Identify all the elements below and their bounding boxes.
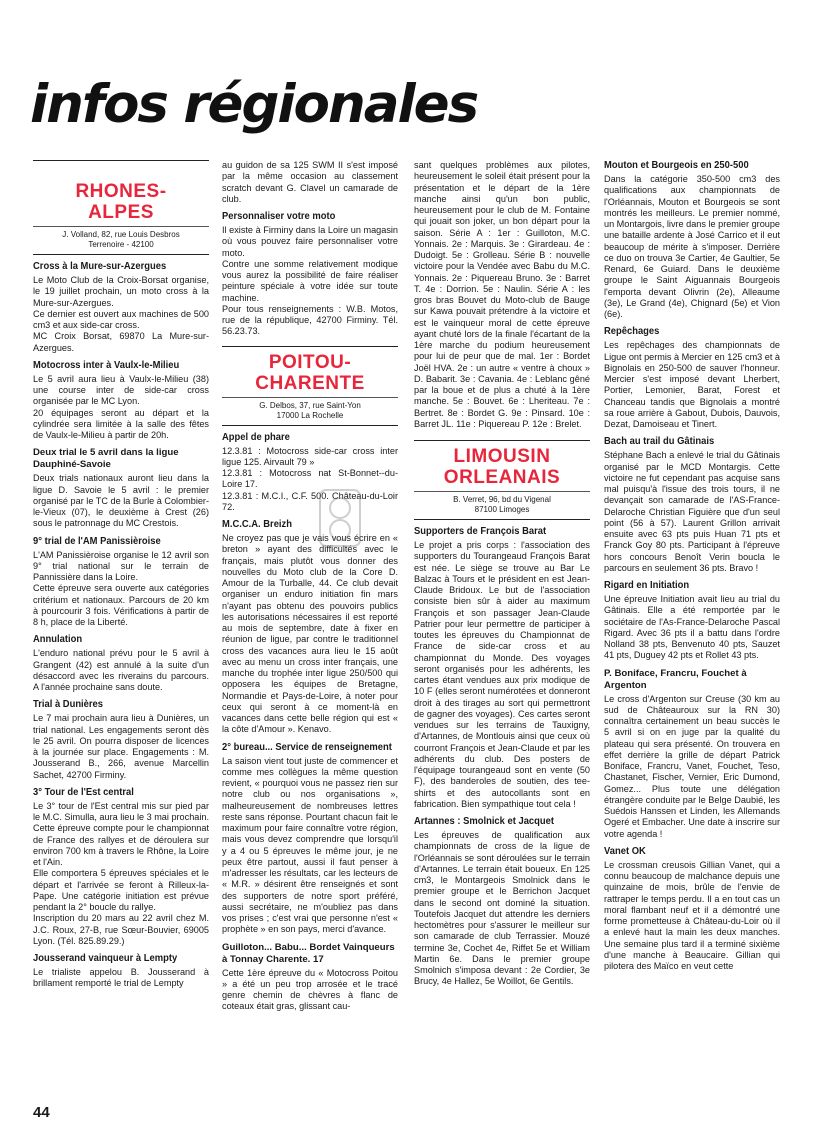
article-title: Jousserand vainqueur à Lempty [33,953,178,964]
article-title: 3° Tour de l'Est central [33,786,134,798]
article-text: Le projet a pris corps : l'association des supporters du Tourangeaud François Barat est née. Le siège se trouve au Bar Le Balzac à Tours et le président en est Jean-Claude Bridoux. Le but de l'association consiste bien sûr à aider au maximum François et son passager Jean-Claude Patrier pour leur permettre de participer à toutes les épreuves du Championnat de France de side-car cross et au championnat du Monde. Des voyages seront organisés pour les adhérents, les cartes étant vendues aux prix modique de 10 F (elles seront numérotées et donneront droit à des tirages au sort qui permettront de gagner des voyages). Ces cartes seront vendues sur les terrains de Tauxigny, d'Artannes, de Montlouis ainsi que ceux où courront François et Jean-Claude et par les adhérents du club. Des posters de l'équipage tourangeaud sont en vente (50 F), des banderoles de soutien, des tee-shirts et des autocollants sont en fabrication. Bien sympathique tout cela ! [414,540,590,809]
article-title: Guilloton... Babu... Bordet Vainqueurs à Tonnay Charente. 17 [222,941,395,965]
article-text: Il existe à Firminy dans la Loire un magasin où vous pouvez faire personnaliser votre moto. [222,225,398,258]
region-name: LIMOUSIN [453,446,551,467]
column-2 [222,160,398,1082]
correspondent-address: B. Verret, 96, bd du Vigenal 87100 Limoges [414,491,590,515]
article-text: Une épreuve Initiation avait lieu au trial du Gâtinais. Elle a été remportée par le sociétaire de l'As-France-Delaroche Pascal Rigard. Avec 36 pts il a battu dans l'ordre Nolland 38 pts, Benvenuto 40 pts, Sauzet 41 pts, Duguey 42 pts et Rollet 43 pts. [604,594,780,661]
article-title: Motocross inter à Vaulx-le-Milieu [33,359,180,371]
article-title: 9° trial de l'AM Panissièroise [33,535,161,547]
article-text: Les repêchages des championnats de Ligue ont permis à Mercier en 125 cm3 et à Bignolais en 250-500 de sauver l'honneur. Mercier s'est imposé devant Lherbert, Portier, Lemonier, Barat, Forest et Chanceau tandis que Bignolais a montré sa roue arrière à Gabout, Dubois, Dauvois, Dezat, Damoiseau et Tinert. [604,340,780,429]
article-text: Pour tous renseignements : W.B. Motos, rue de la république, 42700 Firminy. Tél. 56.23.73. [222,303,398,337]
article-text: MC Croix Borsat, 69870 La Mure-sur-Azergues. [33,331,209,353]
article-text: 12.3.81 : Motocross nat St-Bonnet--du-Loire 17. [222,468,398,490]
article-text: Cette épreuve sera ouverte aux catégories critérium et nationaux. Parcours de 20 km à pourcourir 3 fois. Vérifications à partir de 8 h, place de la Liberté. [33,583,209,627]
article-text: au guidon de sa 125 SWM II s'est imposé par la même occasion au classement scratch devant G. Clavel un camarade de club. [222,160,398,204]
column-4 [604,160,780,1082]
article-text: Elle comportera 5 épreuves spéciales et le départ et l'arrivée se feront à Rilleux-la-Pape. Une catégorie initiation est prévue pendant la 2° boucle du rallye. [33,868,209,912]
article-text: 12.3.81 : M.C.I., C.F. 500. Château-du-Loir 72. [222,490,398,512]
region-name: ALPES [88,202,154,223]
region-header-rhones-alpes [33,165,209,255]
article-title: Vanet OK [604,845,646,857]
column-1 [33,160,209,1082]
article-text: Deux trials nationaux auront lieu dans la ligue D. Savoie le 5 avril : le premier organisé par le TC de la Burle à Colombier-le-Vieux (07), le deuxième à Crest (26) sous le patronnage du MC Crestois. [33,473,209,529]
article-title: Cross à la Mure-sur-Azergues [33,261,167,272]
region-name: CHARENTE [255,372,365,394]
article-text: 12.3.81 : Motocross side-car cross inter ligue 125. Airvault 79 » [222,445,398,467]
region-name: POITOU- [268,351,352,373]
page-title: infos régionales [30,74,478,135]
article-text: L'enduro national prévu pour le 5 avril à Grangent (42) est annulé à la suite d'un désaccord avec les riverains du parcours. A l'année prochaine sans doute. [33,648,209,692]
article-text: Le crossman creusois Gillian Vanet, qui a connu beaucoup de malchance depuis une quinzaine de mois, brûle de l'envie de rattraper le temps perdu. Il a en tout cas un moral flambant neuf et il a démontré une forme prometteuse à Château-du-Loir où il a enlevé haut la main les deux manches. Une semaine plus tard il a terminé sixième d'une manche à Beaucaire. Gillian qui pilotera des Maïco en veut cette [604,859,780,971]
article-title: Mouton et Bourgeois en 250-500 [604,160,749,171]
article-text: Stéphane Bach a enlevé le trial du Gâtinais organisé par le MCD Montargis. Cette victoire ne fut cependant pas acquise sans mal puisqu'à l'issue des trois tours, il ne devançait son camarade de l'AS-France-Delaroche Christian Figuière que d'un seul point (56 à 57). Laurent Grillon arrivait ensuite avec 63 pts puis Huan 71 pts et Franck Goy 80 pts. Participant à l'épreuve hors concours Benoît Verin boucla le parcours en seulement 36 pts. Bravo ! [604,450,780,573]
article-text: Ce dernier est ouvert aux machines de 500 cm3 et aux side-car cross. [33,308,209,330]
article-text: Le trialiste appelou B. Jousserand à brillament remporté le trial de Lempty [33,967,209,989]
region-header-poitou-charente [222,346,398,426]
article-title: Personnaliser votre moto [222,211,336,222]
article-title: Appel de phare [222,431,290,443]
article-text: Cette 1ère épreuve du « Motocross Poitou » a été un peu trop arrosée et le tracé genre chemin de chèvres à flanc de coteaux était gras, glissant cau- [222,967,398,1012]
article-text: sant quelques problèmes aux pilotes, heureusement le soleil était présent pour la présentation et le départ de la 1ère manche ainsi qu'un bon public, heureusement pour le club de M. Fontaine qui jouait son joker, un bon départ pour la saison. Série A : 1er : Guilloton, M.C. Yonnais. 2e : Marquis. 3e : Girardeau. 4e : Dudoigt. 5e : Grolleau. Série B : nouvelle victoire pour la Vendée avec Babu du M.C. Yonnais. 2e : Piquereau Bruno. 3e : Barret T. 4e : Dorrion. 5e : Naulin. Série A : les gros bras Bouvet du Moto-club de Bauge sur Kawa pouvait prétendre à la victoire et est le vainqueur moral de cette épreuve ayant chuté lors de la finale l'écartant de la 1ère marche du podium heureusement pour lui de peur que de mal. 1er : Bordet Joël HVA. 2e : un autre « ventre à choux » D. Babarit. 3e : Cavania. 4e : Leblanc gêné par la boue et de plus a chuté à la 1ère manche. 5e : Bouvet. 6e : Lheriteau. 7e : Bertret. 8e : Bordet G. 9e : Pinsard. 10e : Barret JL. 11e : Piquereau P. 12e : Brelet. [414,160,590,429]
article-title: Supporters de François Barat [414,526,547,537]
correspondent-address: G. Delbos, 37, rue Saint-Yon 17000 La Rochelle [222,397,398,421]
article-title: P. Boniface, Francru, Fouchet à Argenton [604,667,747,691]
article-text: Le cross d'Argenton sur Creuse (30 km au sud de Châteauroux sur la RN 30) connaîtra certainement un beau succès le 5 avril si on en juge par la qualité du plateau qui sera présenté. On trouvera en effet derrière la grille de départ Patrick Boniface, Francru, Vanet, Fouchet, Teso, Chastanet, Fischer, Vernier, Eric Dumond, Gomez... Plus toute une délégation étrangère conduite par le Belge Daubié, les Suédois Hanssen et Linden, les Allemands Ogeré et Embacher. Une date à inscrire sur votre agenda ! [604,693,780,839]
article-title: Annulation [33,634,83,646]
article-title: Repêchages [604,326,660,338]
article-text: Les épreuves de qualification aux championnats de cross de la ligue de l'Orléannais se sont déroulées sur le terrain d'Artannes. Le terrain était boueux. En 125 cm3, le Montargeois Smolnick dans le premier groupe et le Berrichon Jacquet dans le second ont dominé la situation. Toutefois Jacquet dut attendre les derniers hectomètres pour s'assurer le meilleur sur son camarade de club Terrassier. Mouzé termine 3e, Cochet 4e, Riffet 5e et William Martin 6e. Dans le premier groupe Smolnich s'imposa devant : 2e Cordier, 3e Brucy, 4e Hallez, 5e Woillot, 6e Gentils. [414,830,590,987]
article-text: Ne croyez pas que je vais vous écrire en « breton » ayant des difficultés avec le français, mais plutôt vous donner des nouvelles du Moto club de la Core D. Amour de la Turballe, 44. Ce club devait organiser un enduro initiation fin mars n'ayant pas obtenu des pouvoirs publics les autorisations nécessaires il est reporté au mois de septembre, date à fixer en réunion de ligue, par contre le traditionnel cross des vacances aura lieu le 15 août avec au menu un cross inter français, une manche du trophée inter ligue 250/500 qui opposera les équipes de Bretagne, Normandie et Pays-de-Loire, à noter pour ceux qui seront à ce moment-là en vacances dans cette belle région qui est « la côte d'Amour ». Kenavo. [222,533,398,735]
article-title: Artannes : Smolnick et Jacquet [414,816,555,827]
article-title: Bach au trail du Gâtinais [604,436,715,448]
article-title: 2° bureau... Service de renseignement [222,741,392,753]
article-title: Deux trial le 5 avril dans la ligue Dauphiné-Savoie [33,447,179,471]
article-text: L'AM Panissièroise organise le 12 avril son 9° trial national sur le terrain de Pannissière dans la Loire. [33,549,209,582]
column-3 [414,160,590,1082]
article-title: Trial à Dunières [33,699,104,711]
article-text: La saison vient tout juste de commencer et comme mes collègues la même question revient, « pourquoi vous ne passez rien sur notre club ou nos organisations », malheureusement de nombreuses lettres reste sans réponse. Pourtant chacun fait le maximum pour faire connaître votre région, mais vous devez comprendre que lorsqu'il y a 4 ou 5 épreuves le même jour, je ne peux être partout, aussi il faut penser à m'adresser les résultats, car les lecteurs de « M.R. » désirent être renseignés et sont des supporters de notre sport préféré, aussi secrétaire, ne m'oubliez pas dans vos prises ; c'est vrai que personne n'est « prophète » en son pays, merci d'avance. [222,755,398,935]
article-text: Le Moto Club de la Croix-Borsat organise, le 19 juillet prochain, un moto cross à la Mure-sur-Azergues. [33,275,209,308]
page-number: 44 [33,1104,50,1121]
article-text: Inscription du 20 mars au 22 avril chez M. J.C. Roux, 27-B, rue Sœur-Bouvier, 69005 Lyon. (Tél. 825.89.29.) [33,913,209,946]
region-name: ORLEANAIS [443,467,561,488]
article-title: Rigard en Initiation [604,580,690,591]
article-text: 20 équipages seront au départ et la cylindrée sera limitée à la salle des fêtes de Vaulx-le-Milieu à partir de 20h. [33,407,209,440]
region-header-limousin-orleanais [414,440,590,520]
article-text: Le 3° tour de l'Est central mis sur pied par le M.C. Simulla, aura lieu le 3 mai prochain. Cette épreuve compte pour le championnat de France des rallyes et de déroulera sur environ 700 km à travers le Rhône, la Loire et l'Ain. [33,800,209,867]
article-text: Dans la catégorie 350-500 cm3 des qualifications aux championnats de l'Orléannais, Mouton et Bourgeois se sont montrés les meilleurs. Le premier nommé, un Montargois, livre dans le premier groupe une bataille ardente à José Carrico et il eut beaucoup de mérite à s'imposer. Derrière ce duo on trouva 3e Cartier, 4e Gaultier, 5e Renard, 6e Guiard. Dans le deuxième groupe le Saint Aiguannais Bourgeois l'emporta devant Olivrin (2e), Alleaume (3e), Le Grand (4e), Chignard (5e) et Vion (6e). [604,174,780,319]
article-text: Contre une somme relativement modique vous aurez la possibilité de faire réaliser peinture spéciale à votre idée sur toute machine. [222,258,398,303]
article-text: Le 7 mai prochain aura lieu à Dunières, un trial national. Les engagements seront dès le 25 avril. On pourra disposer de licences à la journée sur place. Engagements : M. Jousserand B., 266, avenue Marcellin Sachet, 42700 Firminy. [33,713,209,780]
article-text: Le 5 avril aura lieu à Vaulx-le-Milieu (38) une course inter de side-car cross organisée par le MC Lyon. [33,373,209,407]
article-title: M.C.C.A. Breizh [222,519,292,530]
region-name: RHONES- [75,181,167,202]
correspondent-address: J. Volland, 82, rue Louis Desbros Terrenoire - 42100 [33,226,209,250]
watermark-stamp-icon [318,488,362,548]
